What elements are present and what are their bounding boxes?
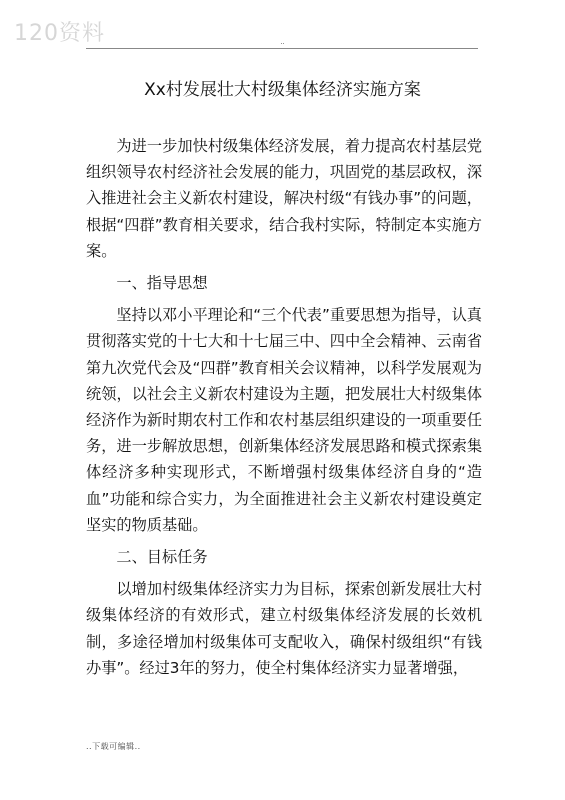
document-body: [86, 133, 482, 681]
header-mark: ..: [280, 38, 285, 46]
intro-paragraph: 为进一步加快村级集体经济发展，着力提高农村基层党组织领导农村经济社会发展的能力，巩固党的基层政权，深入推进社会主义新农村建设，解决村级“有钱办事”的问题，根据“四群”教育相关要求，结合我村实际，特制定本实施方案。: [86, 137, 482, 260]
section-1-heading: 一、指导思想: [116, 274, 208, 293]
section-2-paragraph: 以增加村级集体经济实力为目标，探索创新发展壮大村级集体经济的有效形式，建立村级集体经济发展的长效机制，多途径增加村级集体可支配收入，确保村级组织“有钱办事”。经过3年的努力，使全村集体经济实力显著增强，: [86, 580, 482, 677]
section-2-heading: 二、目标任务: [116, 548, 208, 567]
watermark-logo: 120资料: [14, 21, 105, 46]
document-title: Xx村发展壮大村级集体经济实施方案: [144, 80, 421, 100]
footer-mark: ..下载可编辑..: [86, 742, 141, 751]
section-1-paragraph: 坚持以邓小平理论和“三个代表”重要思想为指导，认真贯彻落实党的十七大和十七届三中、四中全会精神、云南省第九次党代会及“四群”教育相关会议精神，以科学发展观为统领，以社会主义新农村建设为主题，把发展壮大村级集体经济作为新时期农村工作和农村基层组织建设的一项重要任务，进一步解放思想，创新集体经济发展思路和模式探索集体经济多种实现形式，不断增强村级集体经济自身的“造血”功能和综合实力，为全面推进社会主义新农村建设奠定坚实的物质基础。: [86, 306, 482, 534]
header-rule: [86, 48, 478, 49]
